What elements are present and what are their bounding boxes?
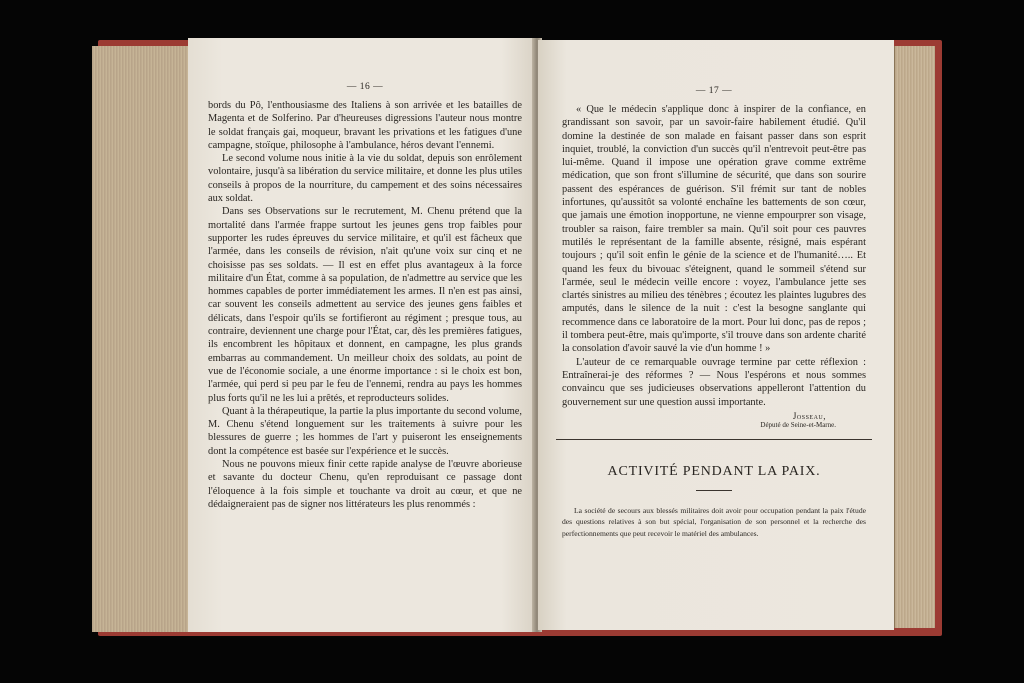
paragraph: Nous ne pouvons mieux finir cette rapide analyse de l'œuvre aborieuse et savante du docteur Chenu, qu'en reproduisant ce passage dont l'éloquence à la fois simple et touchante va droit au cœur, et que ne dédaigneraient pas de signer nos littérateurs les plus renommés :: [208, 459, 522, 510]
page-edges-right: [894, 46, 935, 628]
paragraph: Quant à la thérapeutique, la partie la plus importante du second volume, M. Chenu s'étend longuement sur les traitements à suivre pour les blessures de guerre ; les hommes de l'art y puiseront les enseignements dont la compétence est basée sur l'expérience et le succès.: [208, 405, 522, 457]
right-page-body: [562, 103, 866, 409]
left-page-body: [208, 99, 522, 511]
section-divider: [556, 439, 872, 440]
signature-role: Député de Seine-et-Marne.: [760, 420, 836, 429]
signature-name: Josseau,: [792, 410, 826, 421]
page-number-left: — 16 —: [346, 82, 384, 92]
page-edges-left: [92, 46, 189, 632]
title-underline: [696, 490, 732, 491]
paragraph: La société de secours aux blessés militaires doit avoir pour occupation pendant la paix l'étude des questions relatives à son but spécial, l'organisation de son personnel et la recherche des perfectionnements que peut recevoir le matériel des ambulances.: [562, 505, 866, 538]
paragraph: Dans ses Observations sur le recrutement, M. Chenu prétend que la mortalité dans l'armée frappe surtout les jeunes gens trop faibles pour supporter les rudes épreuves du service militaire, et qu'il est fâcheux que l'armée, dans les conseils de révision, n'ait qu'une voix sur cinq et ne choisisse pas ses soldats. — Il est en effet plus avantageux à la force militaire d'un État, comme à sa population, de n'admettre au service que les hommes capables de porter immédiatement les armes. Il n'en est pas ainsi, car souvent les conseils admettent au service des jeunes gens faibles et délicats, dans l'espoir qu'ils se fortifieront au régiment ; presque tous, au contraire, deviennent une charge pour l'État, car, dès les premières fatigues, ils encombrent les hôpitaux et donnent, en campagne, les plus grands embarras au commandement. Un meilleur choix des soldats, au point de vue de l'économie sociale, a une énorme importance : si le choix est bon, l'armée, qui perd si peu par le feu de l'ennemi, rendra au pays les hommes plus forts qu'il ne les lui a prêtés, et reproducteurs solides.: [208, 206, 522, 404]
section-title: ACTIVITÉ PENDANT LA PAIX.: [607, 463, 821, 479]
paragraph: Le second volume nous initie à la vie du soldat, depuis son enrôlement volontaire, jusqu'à sa libération du service militaire, et donne les plus utiles conseils à propos de la nourriture, du campement et des soins nécessaires aux soldat.: [208, 153, 522, 205]
page-number-right: — 17 —: [695, 86, 733, 96]
paragraph: bords du Pô, l'enthousiasme des Italiens à son arrivée et les batailles de Magenta et de Solferino. Par d'heureuses digressions l'auteur nous montre le soldat français gai, moqueur, bravant les privations et les fatigues d'une campagne, stoïque, philosophe à l'ambulance, héros devant l'ennemi.: [208, 100, 522, 151]
paragraph: L'auteur de ce remarquable ouvrage termine par cette réflexion : Entraînerai-je des réformes ? — Nous l'espérons et nous sommes convaincu que ses judicieuses observations appelleront l'attention du gouvernement sur une question aussi importante.: [562, 356, 866, 408]
right-page: [538, 40, 894, 630]
section-body: [562, 505, 866, 539]
open-book: [86, 36, 942, 636]
left-page: [188, 38, 536, 632]
signature: [562, 411, 866, 429]
quote-paragraph: « Que le médecin s'applique donc à inspirer de la confiance, en grandissant son savoir, par un savoir-faire habilement étudié. Qu'il domine la destinée de son malade en faisant passer dans son esprit inquiet, troublé, la conviction d'un succès qu'il n'entrevoit peut-être pas lui-même. Quand il impose une opération grave comme extrême médication, que son front s'illumine de sécurité, que dans son sourire passent des espérances de guérison. S'il frémit sur tant de nobles infortunes, qu'aussitôt sa volonté enchaîne les battements de son cœur, que jamais une émotion inopportune, ne vienne empourprer son visage, troubler sa raison, faire trembler sa main. Qu'il soit pour ces pauvres mutilés le représentant de la famille absente, résigné, mais espérant toujours ; qu'il soit enfin le génie de la science et de l'humanité….. Et quand les feux du bivouac s'éteignent, quand le sommeil s'étend sur l'armée, seul le médecin veille encore : voyez, l'ambulance jette ses clartés sinistres au milieu des ténèbres ; écoutez les plaintes lugubres des amputés, dans le silence de la nuit : c'est la besogne sanglante qui recommence dans ce laboratoire de la mort. Pour lui donc, pas de repos ; il tombera peut-être, mais qu'importe, s'il trouve dans son ardente charité la consolation d'avoir sauvé la vie d'un homme ! »: [562, 104, 866, 355]
